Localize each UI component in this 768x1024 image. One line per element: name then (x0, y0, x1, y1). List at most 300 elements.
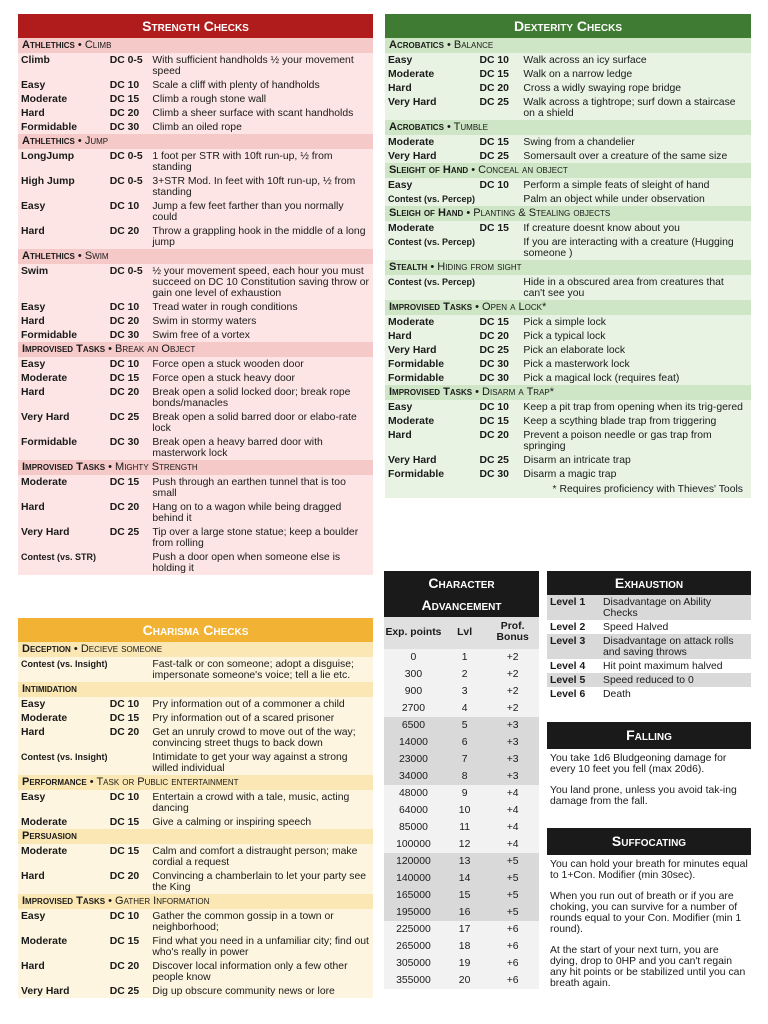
section-header (18, 894, 373, 909)
exhaustion-title: Exhaustion (547, 571, 751, 595)
section-separator: • (105, 343, 116, 355)
table-row (18, 790, 373, 815)
section-header (385, 206, 751, 221)
level: 20 (443, 972, 486, 989)
prof-bonus: +3 (486, 751, 539, 768)
table-row (18, 697, 373, 711)
difficulty-level: Moderate (388, 137, 435, 148)
exp-points: 225000 (384, 921, 443, 938)
table-row (18, 53, 373, 78)
section-header (18, 642, 373, 657)
task-description: Break open a solid locked door; break rope bonds/manacles (152, 387, 351, 409)
task-description: Find what you need in a unfamiliar city; find out who's really in power (152, 936, 369, 958)
exhaustion-effect: Speed reduced to 0 (600, 673, 751, 687)
exhaustion-effect: Hit point maximum halved (603, 661, 723, 672)
table-row (385, 357, 751, 371)
section-header (385, 120, 751, 135)
difficulty-level: Formidable (21, 330, 78, 341)
table-row (384, 836, 539, 853)
section-rows (18, 790, 373, 829)
prof-bonus: +4 (486, 819, 539, 836)
difficulty-level: Very Hard (21, 527, 70, 538)
difficulty-level: Contest (vs. Percep) (388, 237, 476, 247)
exp-points: 2700 (384, 700, 443, 717)
level: 12 (443, 836, 486, 853)
table-row (385, 81, 751, 95)
table-row (385, 192, 751, 206)
task-description: Disarm an intricate trap (523, 455, 631, 466)
task-description: ½ your movement speed, each hour you must succeed on DC 10 Constitution saving throw or gain one level of exhaustion (152, 266, 369, 299)
table-row (385, 467, 751, 481)
difficulty-level: Easy (388, 180, 413, 191)
table-row (18, 725, 373, 750)
task-description: Climb a sheer surface with scant handholds (152, 108, 354, 119)
section-table (18, 149, 373, 249)
dc-value: DC 20 (479, 430, 509, 441)
table-row (18, 525, 373, 550)
exhaustion-effect: Disadvantage on Ability Checks (600, 595, 751, 620)
exhaustion-level: Level 2 (550, 622, 586, 633)
section-task: Open a Lock* (482, 301, 547, 313)
exhaustion-level: Level 1 (547, 595, 600, 620)
dc-value: DC 15 (479, 137, 509, 148)
task-description: Discover local information only a few other people know (152, 961, 348, 983)
task-description: Swim in stormy waters (152, 316, 257, 327)
section-table (385, 400, 751, 481)
exhaustion-level: Level 3 (547, 634, 600, 659)
difficulty-level: Very Hard (388, 345, 437, 356)
section-task: Task or Public entertainment (96, 776, 239, 788)
section-table (18, 264, 373, 342)
task-description: Hide in a obscured area from creatures that can't see you (523, 277, 724, 299)
task-description: Somersault over a creature of the same size (523, 151, 728, 162)
dexterity-checks-title: Dexterity Checks (385, 14, 751, 38)
section-rows (385, 315, 751, 385)
dc-value: DC 30 (479, 373, 509, 384)
section-rows (385, 178, 751, 206)
section-separator: • (74, 135, 85, 147)
table-row (385, 95, 751, 120)
difficulty-level: Easy (21, 201, 46, 212)
charisma-checks-title: Charisma Checks (18, 618, 373, 642)
table-row (384, 887, 539, 904)
section-header (18, 775, 373, 790)
dc-value: DC 15 (109, 94, 140, 105)
section-task: Hiding from sight (437, 261, 522, 273)
dc-value: DC 10 (109, 201, 140, 212)
table-row (18, 174, 373, 199)
table-row (18, 750, 373, 775)
section-skill: Deception (22, 643, 71, 655)
section-rows (18, 264, 373, 342)
dc-value: DC 30 (109, 437, 140, 448)
suffocating-panel (547, 828, 751, 989)
section-header (385, 163, 751, 178)
dc-value: DC 25 (109, 986, 140, 997)
section-header (385, 38, 751, 53)
falling-text-1: You take 1d6 Bludgeoning damage for every 10 feet you fell (max 20d6). (550, 753, 727, 775)
task-description: Gather the common gossip in a town or neighborhood; (152, 911, 334, 933)
table-row (18, 385, 373, 410)
task-description: Pry information out of a commoner a child (152, 699, 345, 710)
table-row (18, 500, 373, 525)
dc-value: DC 25 (109, 527, 140, 538)
section-separator: • (105, 895, 116, 907)
difficulty-level: Moderate (388, 69, 435, 80)
prof-bonus: +2 (486, 700, 539, 717)
difficulty-level: Hard (21, 108, 45, 119)
table-row (18, 984, 373, 998)
falling-title: Falling (547, 722, 751, 749)
level: 13 (443, 853, 486, 870)
exp-points: 64000 (384, 802, 443, 819)
exhaustion-effect: Disadvantage on attack rolls and saving throws (600, 634, 751, 659)
task-description: Prevent a poison needle or gas trap from springing (523, 430, 712, 452)
task-description: Pick a simple lock (523, 317, 606, 328)
table-row (384, 717, 539, 734)
exp-points: 165000 (384, 887, 443, 904)
section-table (18, 357, 373, 460)
dc-value: DC 0-5 (109, 151, 143, 162)
prof-bonus: +5 (486, 853, 539, 870)
dc-value: DC 10 (109, 699, 140, 710)
table-row (385, 414, 751, 428)
difficulty-level: Easy (21, 359, 46, 370)
dc-value: DC 20 (109, 316, 140, 327)
prof-bonus: +6 (486, 938, 539, 955)
section-rows (18, 357, 373, 460)
dc-value: DC 15 (109, 477, 140, 488)
section-task: Climb (84, 39, 112, 51)
level: 17 (443, 921, 486, 938)
section-separator: • (86, 776, 97, 788)
exhaustion-effect: Death (603, 689, 631, 700)
section-task: Planting & Stealing objects (473, 207, 611, 219)
task-description: If creature doesnt know about you (523, 223, 680, 234)
dc-value: DC 10 (109, 302, 140, 313)
section-skill: Improvised Tasks (389, 386, 473, 398)
section-table (18, 909, 373, 998)
table-row (384, 683, 539, 700)
dc-value: DC 25 (109, 412, 140, 423)
task-description: Fast-talk or con someone; adopt a disguise; impersonate someone's voice; tell a lie etc. (152, 659, 354, 681)
section-table (18, 53, 373, 134)
table-row (385, 428, 751, 453)
section-rows (18, 149, 373, 249)
exhaustion-rows (547, 595, 751, 701)
prof-bonus: +4 (486, 836, 539, 853)
section-separator: • (472, 301, 483, 313)
advancement-rows (384, 649, 539, 989)
section-header (18, 682, 373, 697)
strength-checks-title: Strength Checks (18, 14, 373, 38)
task-description: Give a calming or inspiring speech (152, 817, 312, 828)
difficulty-level: Moderate (21, 373, 68, 384)
dexterity-footnote: * Requires proficiency with Thieves' Tools (385, 481, 751, 498)
table-row (385, 400, 751, 414)
difficulty-level: Formidable (21, 122, 78, 133)
level: 15 (443, 887, 486, 904)
difficulty-level: Very Hard (21, 986, 70, 997)
table-row (18, 959, 373, 984)
dc-value: DC 20 (109, 108, 140, 119)
level: 7 (443, 751, 486, 768)
section-skill: Stealth (389, 261, 428, 273)
task-description: Pick an elaborate lock (523, 345, 626, 356)
table-row (384, 785, 539, 802)
table-row (384, 819, 539, 836)
task-description: Perform a simple feats of sleight of hand (523, 180, 710, 191)
level: 8 (443, 768, 486, 785)
table-row (385, 67, 751, 81)
section-skill: Improvised Tasks (22, 343, 106, 355)
table-row (385, 221, 751, 235)
exp-points: 355000 (384, 972, 443, 989)
section-task: Mighty Strength (115, 461, 198, 473)
table-row (18, 314, 373, 328)
difficulty-level: Easy (21, 302, 46, 313)
section-table (385, 315, 751, 385)
section-skill: Improvised Tasks (389, 301, 473, 313)
section-separator: • (105, 461, 116, 473)
prof-bonus: +2 (486, 683, 539, 700)
suffocating-text-2: When you run out of breath or if you are choking, you can survive for a number of rounds equal to your Con. Modifier (min 1 round). (550, 891, 742, 935)
dc-value: DC 0-5 (109, 176, 143, 187)
advancement-table (384, 617, 539, 989)
section-rows (385, 400, 751, 481)
exhaustion-level: Level 4 (550, 661, 586, 672)
difficulty-level: Moderate (21, 94, 68, 105)
suffocating-text-1: You can hold your breath for minutes equal to 1+Con. Modifier (min 30sec). (550, 859, 748, 881)
difficulty-level: Hard (21, 502, 45, 513)
table-row (18, 410, 373, 435)
difficulty-level: Very Hard (388, 97, 437, 108)
section-skill: Persuasion (22, 830, 77, 842)
table-row (18, 550, 373, 575)
section-task: Balance (453, 39, 494, 51)
table-row (18, 106, 373, 120)
section-skill: Acrobatics (389, 39, 444, 51)
dc-value: DC 20 (479, 331, 509, 342)
task-description: Keep a pit trap from opening when its trig-gered (523, 402, 743, 413)
task-description: Pick a masterwork lock (523, 359, 630, 370)
prof-bonus: +6 (486, 955, 539, 972)
table-row (385, 371, 751, 385)
dc-value: DC 10 (479, 55, 509, 66)
table-row (384, 853, 539, 870)
exp-points: 48000 (384, 785, 443, 802)
dc-value: DC 30 (109, 122, 140, 133)
table-row (18, 264, 373, 300)
exp-points: 0 (384, 649, 443, 666)
table-row (385, 135, 751, 149)
dc-value: DC 30 (109, 330, 140, 341)
falling-panel (547, 722, 751, 807)
dc-value: DC 30 (479, 359, 509, 370)
table-row (384, 955, 539, 972)
level: 16 (443, 904, 486, 921)
section-rows (18, 475, 373, 575)
dc-value: DC 10 (479, 180, 509, 191)
section-table (385, 221, 751, 260)
section-skill: Athlethics (22, 135, 75, 147)
section-task: Decieve someone (80, 643, 163, 655)
difficulty-level: Contest (vs. STR) (21, 552, 97, 562)
exp-points: 14000 (384, 734, 443, 751)
task-description: If you are interacting with a creature (Hugging someone ) (523, 237, 734, 259)
level: 14 (443, 870, 486, 887)
dc-value: DC 25 (479, 97, 509, 108)
dc-value: DC 15 (479, 223, 509, 234)
prof-bonus: +3 (486, 717, 539, 734)
difficulty-level: Swim (21, 266, 49, 277)
table-row (18, 711, 373, 725)
table-row (547, 620, 751, 634)
table-row (384, 921, 539, 938)
prof-bonus: +4 (486, 802, 539, 819)
prof-bonus: +3 (486, 768, 539, 785)
section-header (385, 300, 751, 315)
section-task: Disarm a Trap* (482, 386, 555, 398)
difficulty-level: Moderate (21, 846, 68, 857)
prof-bonus: +5 (486, 904, 539, 921)
table-row (18, 934, 373, 959)
difficulty-level: Moderate (21, 477, 68, 488)
difficulty-level: Easy (388, 402, 413, 413)
difficulty-level: Hard (21, 387, 45, 398)
section-separator: • (70, 643, 81, 655)
difficulty-level: Very Hard (388, 151, 437, 162)
section-rows (18, 909, 373, 998)
dc-value: DC 25 (479, 345, 509, 356)
exp-points: 265000 (384, 938, 443, 955)
table-row (18, 92, 373, 106)
section-skill: Improvised Tasks (22, 895, 106, 907)
task-description: Pick a magical lock (requires feat) (523, 373, 680, 384)
dexterity-checks-panel (385, 14, 751, 498)
section-header (18, 829, 373, 844)
table-row (384, 904, 539, 921)
section-separator: • (74, 39, 85, 51)
prof-bonus: +2 (486, 666, 539, 683)
section-header (18, 134, 373, 149)
difficulty-level: Easy (388, 55, 413, 66)
dexterity-sections (385, 38, 751, 481)
task-description: Palm an object while under observation (523, 194, 705, 205)
table-row (547, 595, 751, 620)
table-row (18, 224, 373, 249)
dc-value: DC 30 (479, 469, 509, 480)
table-row (18, 869, 373, 894)
exp-points: 300 (384, 666, 443, 683)
section-header (18, 249, 373, 264)
section-skill: Intimidation (22, 683, 77, 695)
table-row (385, 453, 751, 467)
prof-bonus: +6 (486, 921, 539, 938)
suffocating-title: Suffocating (547, 828, 751, 855)
section-rows (385, 221, 751, 260)
difficulty-level: Hard (388, 430, 412, 441)
dc-value: DC 25 (479, 455, 509, 466)
difficulty-level: Moderate (388, 416, 435, 427)
level: 1 (443, 649, 486, 666)
charisma-sections (18, 642, 373, 998)
difficulty-level: Hard (21, 316, 45, 327)
col-prof-bonus: Prof. Bonus (486, 617, 539, 649)
level: 4 (443, 700, 486, 717)
table-row (18, 78, 373, 92)
task-description: Jump a few feet farther than you normally could (152, 201, 344, 223)
section-skill: Sleight of Hand (389, 164, 469, 176)
table-row (385, 315, 751, 329)
task-description: Pick a typical lock (523, 331, 606, 342)
suffocating-text-3: At the start of your next turn, you are dying, drop to 0HP and you can't regain any hit points or be stabilized until you can breath again. (550, 945, 746, 989)
section-table (385, 178, 751, 206)
table-row (18, 120, 373, 134)
task-description: Scale a cliff with plenty of handholds (152, 80, 320, 91)
task-description: Climb an oiled rope (152, 122, 242, 133)
table-row (384, 972, 539, 989)
difficulty-level: Formidable (388, 373, 445, 384)
section-skill: Improvised Tasks (22, 461, 106, 473)
table-row (385, 178, 751, 192)
difficulty-level: Contest (vs. Percep) (388, 277, 476, 287)
col-exp-points: Exp. points (384, 617, 443, 649)
dc-value: DC 15 (479, 416, 509, 427)
advancement-title (384, 571, 539, 617)
difficulty-level: Hard (21, 727, 45, 738)
table-row (384, 870, 539, 887)
difficulty-level: Moderate (388, 317, 435, 328)
dc-value: DC 15 (109, 936, 140, 947)
task-description: Throw a grappling hook in the middle of a long jump (152, 226, 366, 248)
task-description: Walk across a tightrope; surf down a staircase on a shield (523, 97, 736, 119)
task-description: Disarm a magic trap (523, 469, 617, 480)
exhaustion-panel (547, 571, 751, 701)
section-separator: • (468, 164, 479, 176)
task-description: Swing from a chandelier (523, 137, 635, 148)
difficulty-level: Formidable (388, 469, 445, 480)
section-rows (18, 657, 373, 682)
level: 10 (443, 802, 486, 819)
exp-points: 34000 (384, 768, 443, 785)
dc-value: DC 20 (109, 502, 140, 513)
task-description: Walk across an icy surface (523, 55, 647, 66)
difficulty-level: Easy (21, 911, 46, 922)
task-description: Cross a widly swaying rope bridge (523, 83, 682, 94)
dc-value: DC 15 (479, 317, 509, 328)
exp-points: 900 (384, 683, 443, 700)
section-header (18, 460, 373, 475)
prof-bonus: +2 (486, 649, 539, 666)
exp-points: 23000 (384, 751, 443, 768)
level: 11 (443, 819, 486, 836)
dc-value: DC 10 (109, 359, 140, 370)
table-row (18, 435, 373, 460)
exhaustion-effect: Speed Halved (603, 622, 669, 633)
difficulty-level: Hard (388, 83, 412, 94)
section-rows (18, 697, 373, 775)
difficulty-level: Easy (21, 80, 46, 91)
dc-value: DC 10 (109, 80, 140, 91)
section-skill: Athlethics (22, 250, 75, 262)
table-row (384, 649, 539, 666)
table-row (385, 149, 751, 163)
section-task: Jump (84, 135, 109, 147)
table-row (18, 149, 373, 174)
table-row (547, 687, 751, 701)
task-description: Hang on to a wagon while being dragged behind it (152, 502, 342, 524)
